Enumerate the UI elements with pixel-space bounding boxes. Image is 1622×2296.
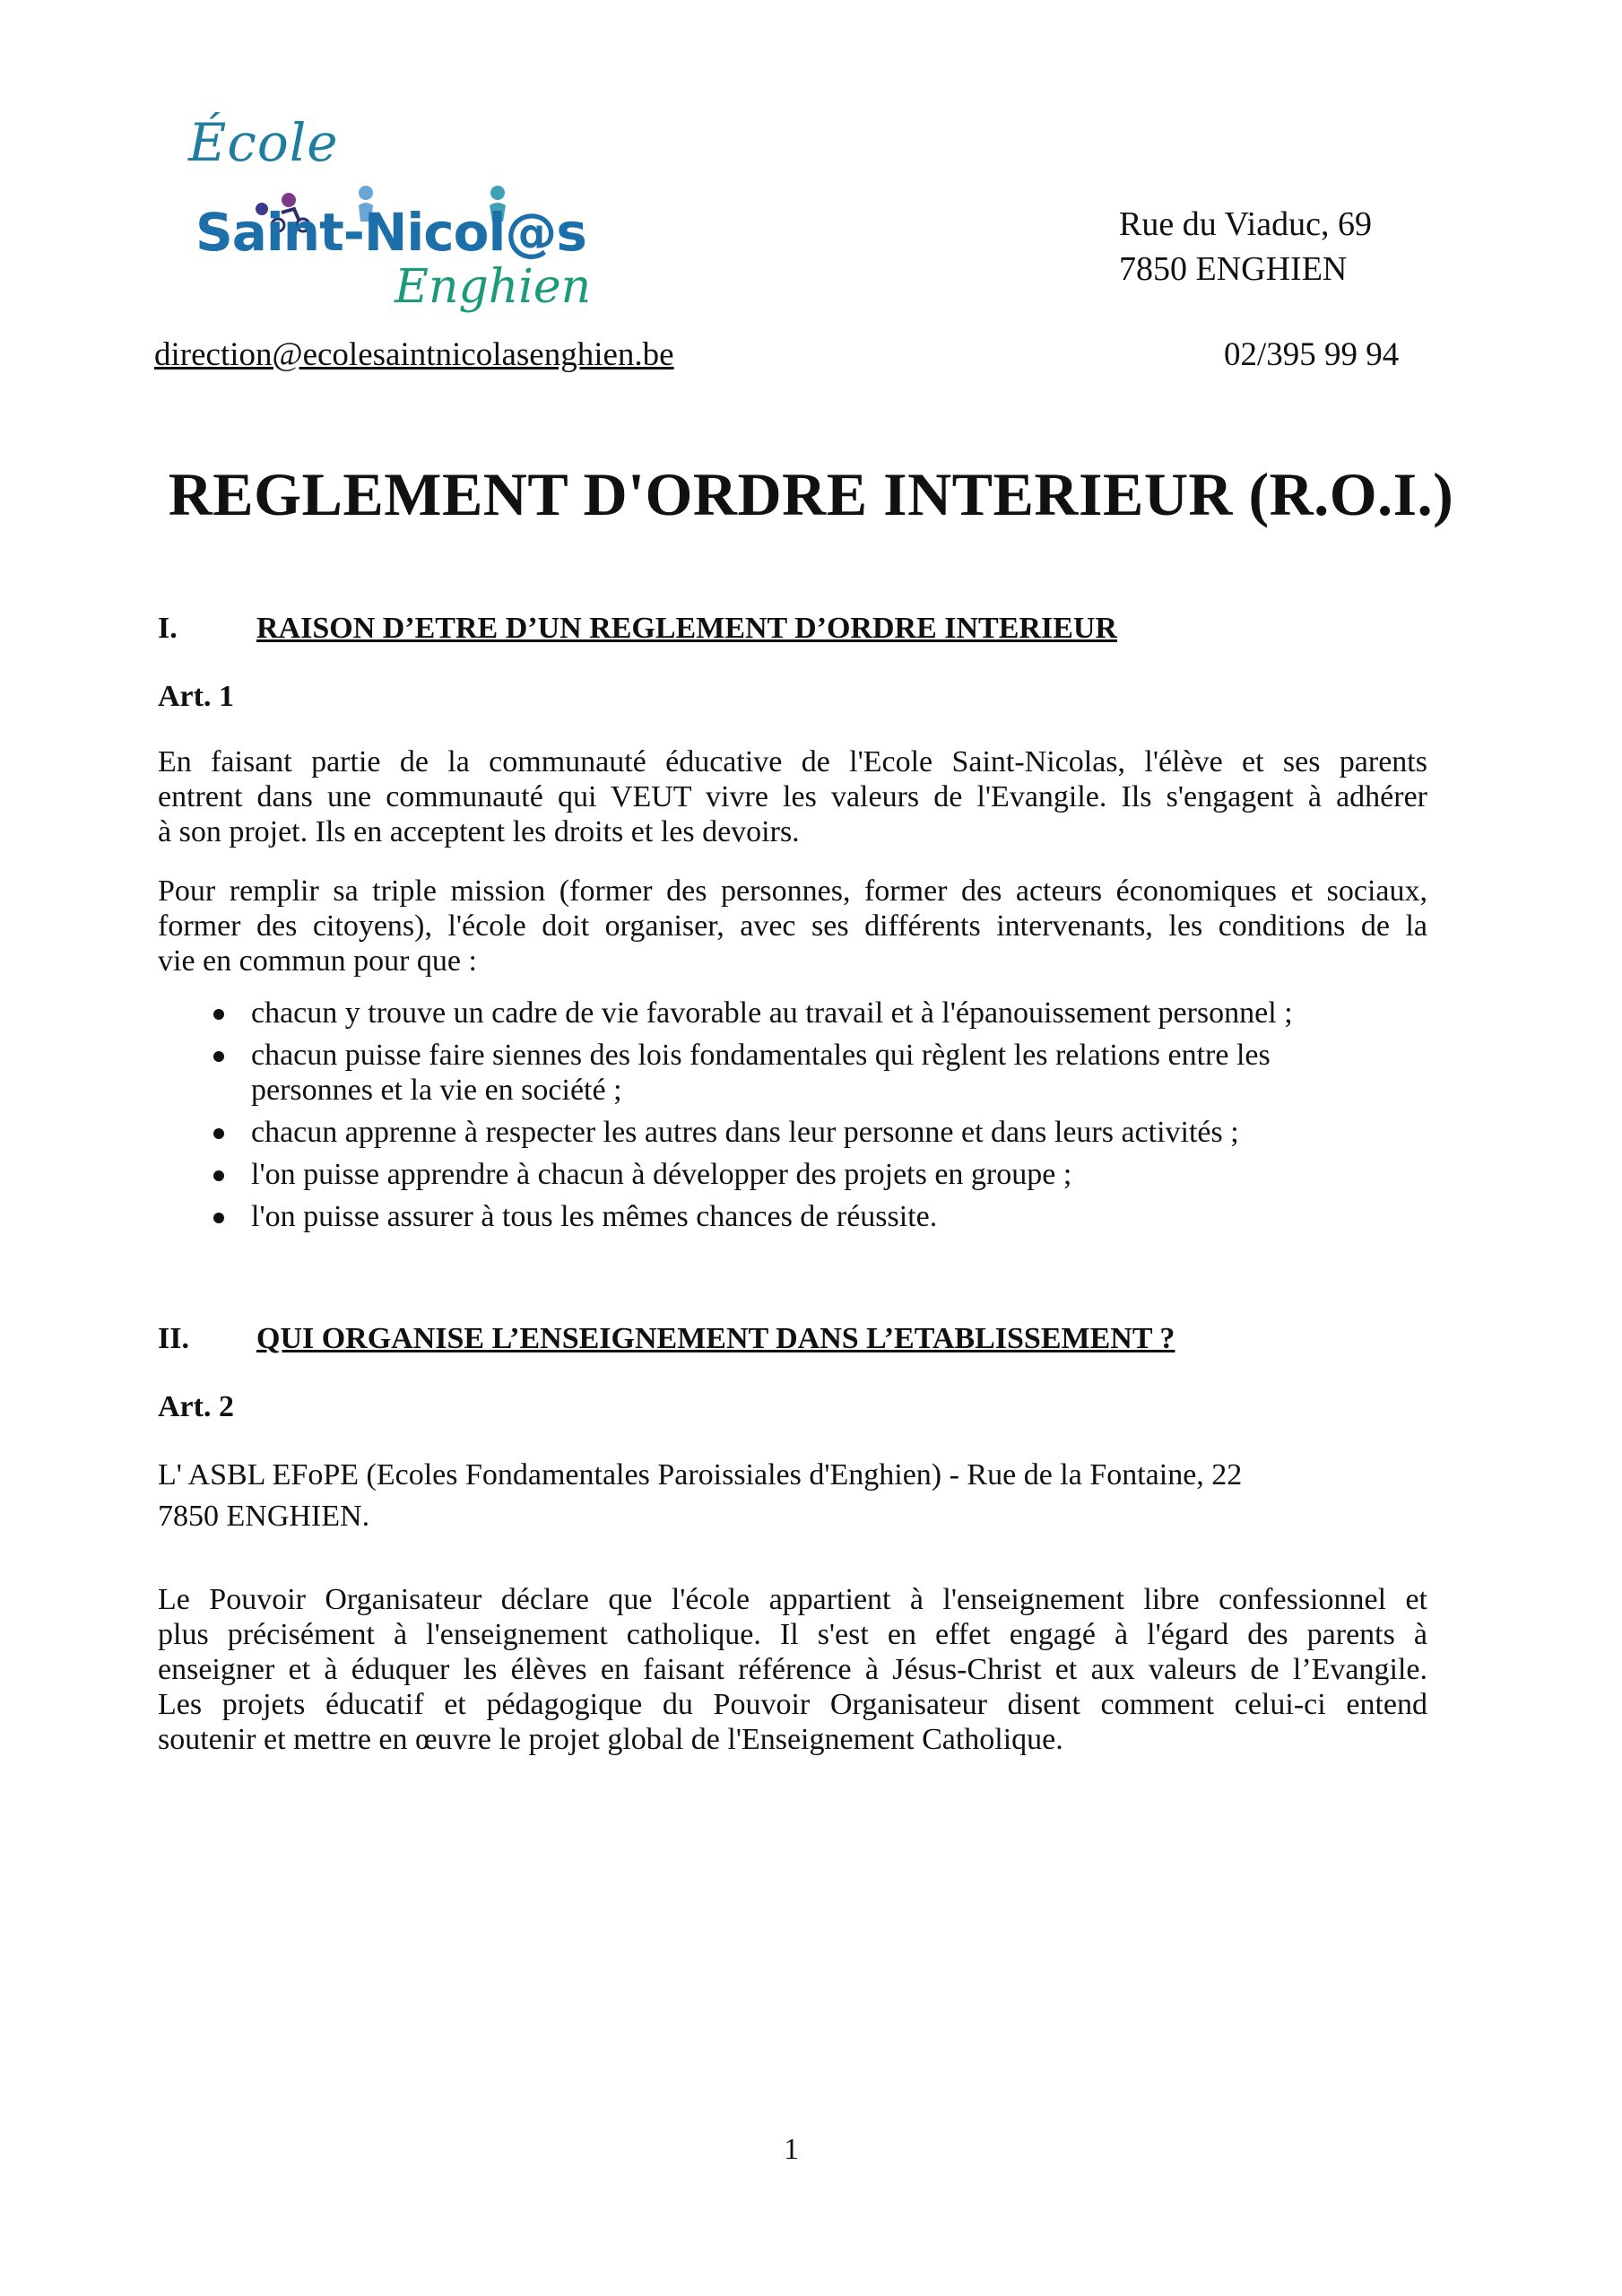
organizer-info bbox=[158, 1455, 1242, 1537]
article-1-bullet-list bbox=[208, 996, 1427, 1241]
article-1-heading: Art. 1 bbox=[158, 680, 234, 713]
logo-ecole-text: École bbox=[188, 112, 339, 173]
paragraph-line: Les projets éducatif et pédagogique du Pouvoir Organisateur disent comment celui-ci entend bbox=[158, 1688, 1427, 1721]
article-1-paragraph-1 bbox=[158, 744, 1427, 849]
article-2-paragraph bbox=[158, 1582, 1427, 1757]
bullet-icon bbox=[213, 1128, 224, 1139]
email-link[interactable]: direction@ecolesaintnicolasenghien.be bbox=[154, 336, 674, 373]
list-item-text: chacun puisse faire siennes des lois fondamentales qui règlent les relations entre les bbox=[251, 1039, 1271, 1072]
list-item-text: l'on puisse assurer à tous les mêmes chances de réussite. bbox=[251, 1200, 938, 1233]
list-item bbox=[208, 1199, 1427, 1234]
article-1-paragraph-2 bbox=[158, 874, 1427, 978]
paragraph-line: à son projet. Ils en acceptent les droits et les devoirs. bbox=[158, 815, 800, 848]
paragraph-line: soutenir et mettre en œuvre le projet global de l'Enseignement Catholique. bbox=[158, 1723, 1063, 1756]
section-1-number: I. bbox=[158, 612, 178, 645]
paragraph-line: entrent dans une communauté qui VEUT vivre les valeurs de l'Evangile. Ils s'engagent à adhérer bbox=[158, 780, 1427, 813]
list-item-text: l'on puisse apprendre à chacun à développer des projets en groupe ; bbox=[251, 1158, 1072, 1191]
address-line-1: Rue du Viaduc, 69 bbox=[1119, 205, 1372, 243]
logo-school-name: Saint-Nicol@s bbox=[195, 202, 586, 263]
logo-city-text: Enghien bbox=[395, 260, 592, 314]
paragraph-line: vie en commun pour que : bbox=[158, 944, 477, 978]
bullet-icon bbox=[213, 1170, 224, 1181]
paragraph-line: former des citoyens), l'école doit organiser, avec ses différents intervenants, les conditions de la bbox=[158, 909, 1427, 943]
list-item-text: chacun apprenne à respecter les autres dans leur personne et dans leurs activités ; bbox=[251, 1116, 1239, 1149]
address-line-2: 7850 ENGHIEN bbox=[1119, 250, 1348, 288]
paragraph-line: En faisant partie de la communauté éducative de l'Ecole Saint-Nicolas, l'élève et ses parents bbox=[158, 745, 1427, 778]
page-number: 1 bbox=[784, 2133, 799, 2166]
section-1-title: RAISON D’ETRE D’UN REGLEMENT D’ORDRE INTERIEUR bbox=[256, 612, 1117, 645]
phone-number: 02/395 99 94 bbox=[1224, 336, 1400, 373]
paragraph-line: enseigner et à éduquer les élèves en faisant référence à Jésus-Christ et aux valeurs de l’Evangile. bbox=[158, 1653, 1427, 1686]
paragraph-line: Pour remplir sa triple mission (former des personnes, former des acteurs économiques et sociaux, bbox=[158, 874, 1427, 908]
paragraph-line: Le Pouvoir Organisateur déclare que l'école appartient à l'enseignement libre confessionnel et bbox=[158, 1583, 1427, 1616]
list-item bbox=[208, 1038, 1427, 1108]
article-2-heading: Art. 2 bbox=[158, 1390, 234, 1423]
list-item bbox=[208, 1115, 1427, 1150]
section-2-number: II. bbox=[158, 1322, 189, 1355]
bullet-icon bbox=[213, 1213, 224, 1223]
list-item bbox=[208, 996, 1427, 1031]
organizer-line-1: L' ASBL EFoPE (Ecoles Fondamentales Paroissiales d'Enghien) - Rue de la Fontaine, 22 bbox=[158, 1458, 1243, 1492]
document-title: REGLEMENT D'ORDRE INTERIEUR (R.O.I.) bbox=[168, 460, 1454, 528]
list-item bbox=[208, 1157, 1427, 1192]
paragraph-line: plus précisément à l'enseignement catholique. Il s'est en effet engagé à l'égard des parents à bbox=[158, 1618, 1427, 1651]
bullet-icon bbox=[213, 1009, 224, 1020]
school-address bbox=[1119, 202, 1372, 291]
list-item-text: personnes et la vie en société ; bbox=[251, 1074, 622, 1107]
bullet-icon bbox=[213, 1051, 224, 1062]
section-2-title: QUI ORGANISE L’ENSEIGNEMENT DANS L’ETABLISSEMENT ? bbox=[256, 1322, 1175, 1355]
organizer-line-2: 7850 ENGHIEN. bbox=[158, 1500, 370, 1533]
school-logo bbox=[179, 112, 592, 327]
list-item-text: chacun y trouve un cadre de vie favorable au travail et à l'épanouissement personnel ; bbox=[251, 996, 1293, 1030]
